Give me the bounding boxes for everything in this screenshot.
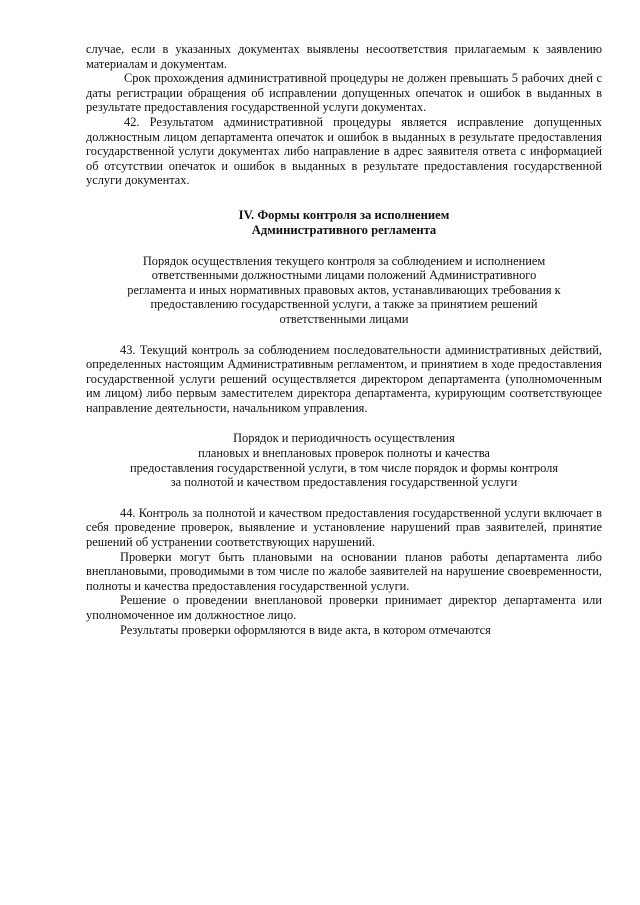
paragraph-44: 44. Контроль за полнотой и качеством предоставления государственной услуги включает в себя проведение проверок, выявление и установление нарушений прав заявителей, принятие решений об устранении соответствующих нарушений. bbox=[86, 505, 602, 550]
subsection2-line4: за полнотой и качеством предоставления государственной услуги bbox=[170, 475, 518, 490]
subsection1-line5: ответственными лицами bbox=[279, 311, 409, 326]
subsection1-line2: ответственными должностными лицами положений Административного bbox=[151, 268, 537, 283]
section-title-line2: Административного регламента bbox=[251, 222, 437, 237]
section-title bbox=[86, 208, 602, 238]
subsection-heading-inspections bbox=[86, 431, 602, 489]
paragraph-continuation: случае, если в указанных документах выявлены несоответствия прилагаемым к заявлению материалам и документам. bbox=[86, 42, 602, 71]
section-title-line1: IV. Формы контроля за исполнением bbox=[238, 207, 450, 222]
paragraph-42: 42. Результатом административной процедуры является исправление допущенных должностным лицом департамента опечаток и ошибок в выданных в результате предоставления государственной услуги документах либо направление в адрес заявителя ответа с информацией об отсутствии опечаток и ошибок в выданных в результате предоставления государственной услуги документах. bbox=[86, 114, 602, 188]
subsection2-line2: плановых и внеплановых проверок полноты и качества bbox=[198, 446, 490, 461]
subsection1-line4: предоставлению государственной услуги, а также за принятием решений bbox=[150, 297, 538, 312]
subsection-heading-current-control bbox=[86, 254, 602, 327]
paragraph-43: 43. Текущий контроль за соблюдением последовательности административных действий, определенных настоящим Административным регламентом, и принятием в ходе предоставления государственной услуги решений осуществляется директором департамента (уполномоченным им лицом) либо первым заместителем директора департамента, курирующим соответствующее направление деятельности, начальником управления. bbox=[86, 342, 602, 415]
subsection1-line3: регламента и иных нормативных правовых актов, устанавливающих требования к bbox=[127, 282, 561, 297]
document-page bbox=[86, 42, 602, 637]
subsection2-line3: предоставления государственной услуги, в том числе порядок и формы контроля bbox=[129, 460, 559, 475]
paragraph-checks: Проверки могут быть плановыми на основании планов работы департамента либо внеплановыми, проводимыми в том числе по жалобе заявителей на нарушение своевременности, полноты и качества предоставления государственной услуги. bbox=[86, 549, 602, 593]
paragraph-procedure-term: Срок прохождения административной процедуры не должен превышать 5 рабочих дней с даты регистрации обращения об исправлении допущенных опечаток и ошибок в выданных в результате предоставления государственной услуги документах. bbox=[86, 71, 602, 115]
subsection1-line1: Порядок осуществления текущего контроля за соблюдением и исполнением bbox=[142, 253, 546, 268]
paragraph-decision: Решение о проведении внеплановой проверки принимает директор департамента или уполномоченное им должностное лицо. bbox=[86, 593, 602, 622]
subsection2-line1: Порядок и периодичность осуществления bbox=[233, 431, 455, 446]
paragraph-results: Результаты проверки оформляются в виде акта, в котором отмечаются bbox=[120, 622, 491, 637]
